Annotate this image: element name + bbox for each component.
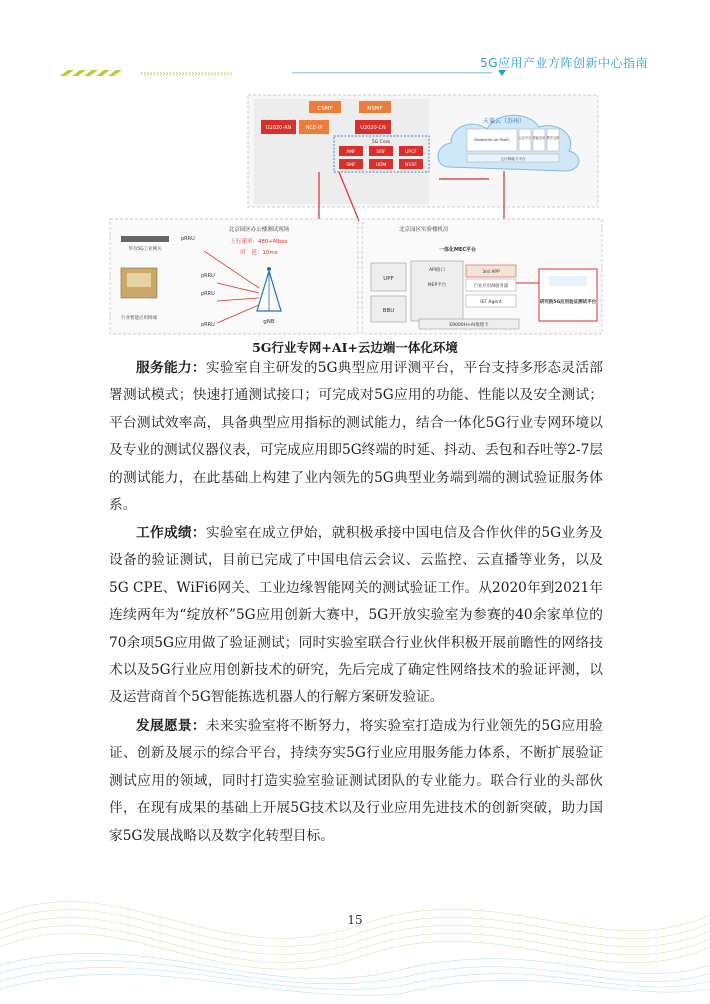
- ief-label: IEF Agent: [480, 300, 502, 305]
- paragraph-vision: [109, 713, 603, 850]
- csmf-label: CSMF: [317, 106, 333, 112]
- network-diagram: [109, 93, 604, 336]
- nf-udm-label: UDM: [375, 163, 387, 168]
- gateway-label: 华为5G工业网关: [128, 247, 162, 252]
- prru-1: pRRU: [181, 236, 195, 242]
- cloud-bottom: 云计算能力平台: [500, 157, 526, 161]
- prru-3: pRRU: [201, 291, 215, 297]
- cloud-name: 天翼云（苏州）: [482, 118, 526, 125]
- gnb-label: gNB: [263, 319, 275, 325]
- paragraph-text: 实验室在成立伊始，就积极承接中国电信及合作伙伴的5G业务及设备的验证测试，目前已完成了中国电信云会议、云监控、云直播等业务，以及5G CPE、WiFi6网关、工业边缘智能网关的测试验证工作。从2020年到2021年连续两年为“绽放杯”5G应用创新大赛中，5G开放实验室为参赛的40余家单位的70余项5G应用做了验证测试；同时实验室联合行业伙伴积极开展前瞻性的网络技术以及5G行业应用创新技术的研究，先后完成了确定性网络技术的验证评测，以及运营商首个5G智能拣选机器人的行解方案研发验证。: [109, 525, 603, 706]
- cloud-col2: 云边平台: [518, 136, 532, 140]
- u2020-cn-label: U2020-CN: [360, 125, 386, 131]
- paragraph-service-capability: [109, 355, 603, 519]
- upf-label: UPF: [383, 276, 394, 282]
- 5g-core-label: 5G Core: [371, 140, 391, 145]
- e9000-label: E9000H+AI推理卡: [449, 323, 489, 328]
- header-stripes: [60, 70, 122, 76]
- api-label: API接口: [428, 268, 446, 273]
- lab-title: 北京园区实验楼机房: [399, 227, 449, 233]
- app-label: 3rd APP: [482, 270, 500, 275]
- figure-caption: 5G行业专网+AI+云边端一体化环境: [252, 340, 458, 355]
- prru-4: pRRU: [201, 322, 215, 328]
- header-title: 5G应用产业方阵创新中心指南: [480, 56, 648, 70]
- nf-amf-label: AMF: [346, 150, 356, 155]
- ai-service-label: 行业应用AI服务器: [473, 284, 509, 289]
- paragraph-label: 发展愿景：: [136, 718, 206, 734]
- office-uplink: 上行速率：480+Mbps: [230, 239, 288, 245]
- mec-label: 一体化MEC平台: [439, 247, 477, 253]
- u2020-an-label: U2020-AN: [265, 125, 292, 131]
- office-title: 北京园区办公楼测试现场: [228, 227, 290, 233]
- nf-nssf-label: NSSF: [405, 163, 417, 168]
- nf-upcf-label: UPCF: [405, 150, 417, 155]
- nce-ip-label: NCE-IP: [305, 125, 323, 131]
- nf-nrf-label: NRF: [376, 150, 386, 155]
- mep-label: MEP平台: [427, 283, 447, 288]
- page-number: 15: [347, 913, 363, 927]
- prru-2: pRRU: [201, 273, 215, 279]
- cloud-col3: 智能应用: [532, 136, 546, 140]
- platform-label: 研究院5G应用验证测试平台: [539, 300, 597, 305]
- nsmf-label: NSMF: [367, 106, 383, 112]
- footer-wave-decoration: [0, 855, 710, 1004]
- paragraph-achievements: [109, 520, 603, 712]
- office-latency: 时 延：10ms: [240, 250, 278, 256]
- paragraph-text: 未来实验室将不断努力，将实验室打造成为行业领先的5G应用验证、创新及展示的综合平台，持续夯实5G行业应用服务能力体系，不断扩展验证测试应用的领域，同时打造实验室验证测试团队的专业能力。联合行业的头部伙伴，在现有成果的基础上开展5G技术以及行业应用先进技术的创新突破，助力国家5G发展战略以及数字化转型目标。: [109, 718, 603, 844]
- gateway-device: [121, 236, 169, 242]
- cloud-col4: 算法仓库: [546, 136, 560, 140]
- paragraph-text: 实验室自主研发的5G典型应用评测平台，平台支持多形态灵活部署测试模式；快速打通测试接口；可完成对5G应用的功能、性能以及安全测试；平台测试效率高，具备典型应用指标的测试能力，结合一体化5G行业专网环境以及专业的测试仪器仪表，可完成应用即5G终端的时延、抖动、丢包和吞吐等2-7层的测试能力，在此基础上构建了业内领先的5G典型业务端到端的测试验证服务体系。: [109, 360, 603, 514]
- paragraph-label: 工作成绩：: [136, 525, 206, 541]
- paragraph-label: 服务能力：: [136, 360, 206, 376]
- cloud-modelarts: ModelArts (AI PaaS): [474, 138, 510, 142]
- bbu-label: BBU: [382, 308, 395, 314]
- terminal-label: 行业智能应用终端: [121, 316, 157, 321]
- nf-smf-label: SMF: [346, 163, 356, 168]
- svg-text:›››››››››››››››››››››››››››››: ›››››››››››››››››››››››››››››: [140, 70, 233, 76]
